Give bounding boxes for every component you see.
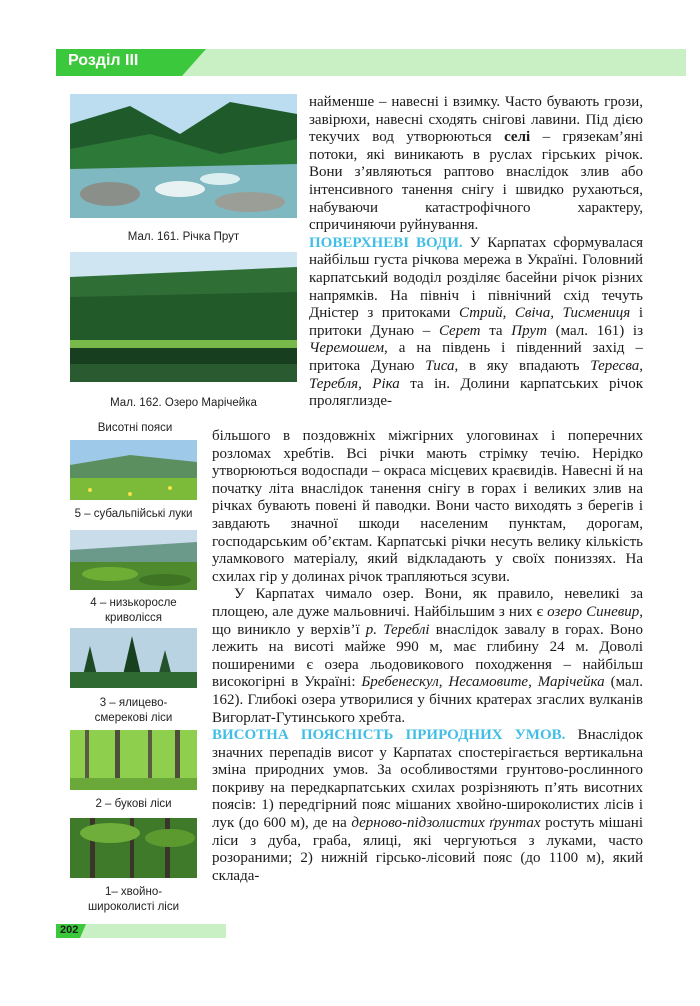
caption-zone-1: 1– хвойно- широколисті ліси xyxy=(87,886,180,913)
paragraph-mudflows: найменше – навесні і взимку. Часто бувають грози, завірюхи, навесні сходять снігові лавини. Під дією текучих вод утворюються селі – грязекам’яні потоки, які виникають в руслах гірських річок. Вони з’являються раптово внаслідок злив або інтенсивного танення снігу і швидко рухаються, набуваючи катастрофічного характеру, спричиняючи руйнування. xyxy=(309,94,643,234)
caption-zone-5: 5 – субальпійські луки xyxy=(74,508,193,520)
paragraph-altitude-zones: ВИСОТНА ПОЯСНІСТЬ ПРИРОДНИХ УМОВ. Внаслідок значних перепадів висот у Карпатах спостерігається вертикальна зміна природних умов. За особливостями грунтово-рослинного покриву на передкарпатських схилах розрізняють п’ять висотних поясів: 1) передгірний пояс мішаних хвойно-широколистих лісів і лук (до 600 м), де на дерново-підзолистих ґрунтах ростуть мішані ліси з дуба, граба, ялиці, які чергуються з луками, часто розораними; 2) нижній гірсько-лісовий пояс (до 1100 м), який склада- xyxy=(212,727,643,884)
paragraph-lakes: У Карпатах чимало озер. Вони, як правило, невеликі за площею, але дуже мальовничі. Найбільшим з них є озеро Синевир, що виникло у верхів’ї р. Тереблі внаслідок завалу в горах. Воно лежить на висоті майже 990 м, має глибину 24 м. Доволі поширеними є озера льодовикового походження – найбільш високогірні в Україні: Бребенескул, Несамовите, Марічейка (мал. 162). Глибокі озера утворилися у бічних кратерах згаслих вулканів Вигорлат-Гутинського хребта. xyxy=(212,586,643,726)
caption-fig-162: Мал. 162. Озеро Марічейка xyxy=(110,397,257,409)
photo-zone-5 xyxy=(70,440,197,500)
photo-zone-1 xyxy=(70,818,197,878)
paragraph-surface-waters: ПОВЕРХНЕВІ ВОДИ. У Карпатах сформувалася найбільш густа річкова мережа в Україні. Головний карпатський вододіл розділяє басейни річок різних напрямків. На північ і північний схід течуть Дністер з притоками Стрий, Свіча, Тисмениця і притоки Дунаю – Серет та Прут (мал. 161) із Черемошем, а на південь і південний захід – притока Дунаю Тиса, в яку впадають Тересва, Теребля, Ріка та ін. Долини карпатських річок проляглизде- xyxy=(309,234,644,410)
photo-prut-river xyxy=(70,94,297,218)
page-number: 202 xyxy=(60,924,79,936)
photo-lake-marichejka xyxy=(70,252,297,382)
heading-surface-waters: ПОВЕРХНЕВІ ВОДИ. xyxy=(309,234,463,251)
text-column-right xyxy=(309,94,643,411)
paragraph-rivers: більшого в поздовжніх міжгірних улоговинах і поперечних розломах хребтів. Всі річки мають стрімку течію. Нерідко утворюються водоспади – окраса місцевих краєвидів. Навесні й на початку літа внаслідок танення снігу в горах і великих злив на річках бувають повені й паводки. Вони часто виходять з берегів і завдають значної шкоди населеним пунктам, дорогам, господарським об’єктам. Карпатські річки несуть велику кількість уламкового матеріалу, який відкладають у своїх пониззях. На схилах гір у долинах річок трапляються зсуви. xyxy=(212,428,643,585)
heading-altitude-zones: ВИСОТНА ПОЯСНІСТЬ ПРИРОДНИХ УМОВ. xyxy=(212,727,566,744)
photo-zone-2 xyxy=(70,730,197,790)
caption-zone-4: 4 – низькоросле криволісся xyxy=(90,597,177,624)
caption-fig-161: Мал. 161. Річка Прут xyxy=(127,231,240,243)
section-title: Розділ III xyxy=(68,52,139,69)
photo-zone-4 xyxy=(70,530,197,590)
caption-zone-2: 2 – букові ліси xyxy=(95,798,172,810)
photo-zone-3 xyxy=(70,628,197,688)
text-column-wide xyxy=(212,428,643,885)
caption-zone-3: 3 – ялицево- смерекові ліси xyxy=(94,697,173,724)
zones-title: Висотні пояси xyxy=(97,422,173,434)
